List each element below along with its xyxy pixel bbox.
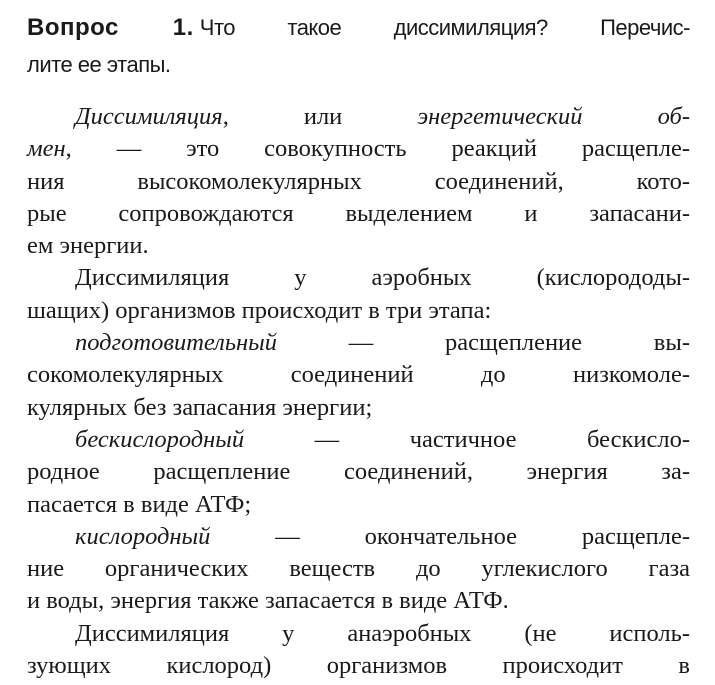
term-italic: мен: [27, 135, 66, 163]
answer-line: [27, 295, 690, 327]
text-segment: зующих кислород) организмов происходит в: [27, 652, 690, 680]
answer-line: [27, 553, 690, 585]
term-italic: бескислородный: [75, 425, 245, 453]
answer-line: [27, 262, 690, 294]
text-segment: шащих) организмов происходит в три этапа:: [27, 296, 492, 324]
answer-line: [27, 585, 690, 617]
answer-line: [27, 230, 690, 262]
answer-line: [27, 101, 690, 133]
answer-line: [27, 198, 690, 230]
term-italic: кислородный: [75, 522, 211, 550]
text-segment: сокомолекулярных соединений до низкомоле-: [27, 361, 690, 389]
text-segment: — частичное бескисло-: [244, 425, 690, 453]
text-segment: ния высокомолекулярных соединений, кото-: [27, 167, 690, 195]
answer-line: [27, 424, 690, 456]
term-italic: энергетический об-: [417, 103, 690, 130]
text-segment: — расщепление вы-: [277, 329, 690, 357]
text-segment: родное расщепление соединений, энергия за-: [27, 458, 690, 486]
answer-line: [27, 618, 690, 650]
text-segment: , — это совокупность реакций расщепле-: [65, 135, 690, 163]
text-segment: пасается в виде АТФ;: [27, 490, 252, 518]
text-segment: ем энергии.: [27, 232, 149, 260]
answer-line: [27, 456, 690, 488]
text-segment: ние органических веществ до углекислого газа: [27, 555, 690, 583]
question-line-2: лите ее этапы.: [27, 52, 171, 77]
answer-body: [27, 101, 690, 682]
text-segment: и воды, энергия также запасается в виде АТФ.: [27, 587, 509, 615]
answer-line: [27, 650, 690, 682]
answer-line: [27, 521, 690, 553]
term-italic: Диссимиляция: [75, 103, 223, 130]
text-segment: Диссимиляция у аэробных (кислорододы-: [75, 264, 690, 292]
text-segment: — окончательное расщепле-: [210, 522, 690, 550]
answer-line: [27, 489, 690, 521]
answer-line: [27, 327, 690, 359]
question-text: Что такое диссимиляция? Перечис-: [199, 15, 690, 40]
answer-line: [27, 133, 690, 165]
answer-line: [27, 392, 690, 424]
question-label: Вопрос 1.: [27, 14, 194, 41]
text-segment: рые сопровождаются выделением и запасани-: [27, 199, 690, 227]
term-italic: подготовительный: [75, 329, 277, 357]
text-segment: Диссимиляция у анаэробных (не исполь-: [75, 619, 690, 647]
text-segment: кулярных без запасания энергии;: [27, 393, 373, 421]
answer-line: [27, 166, 690, 198]
question-line-1: [27, 14, 690, 42]
text-segment: , или: [222, 103, 418, 130]
answer-line: [27, 359, 690, 391]
